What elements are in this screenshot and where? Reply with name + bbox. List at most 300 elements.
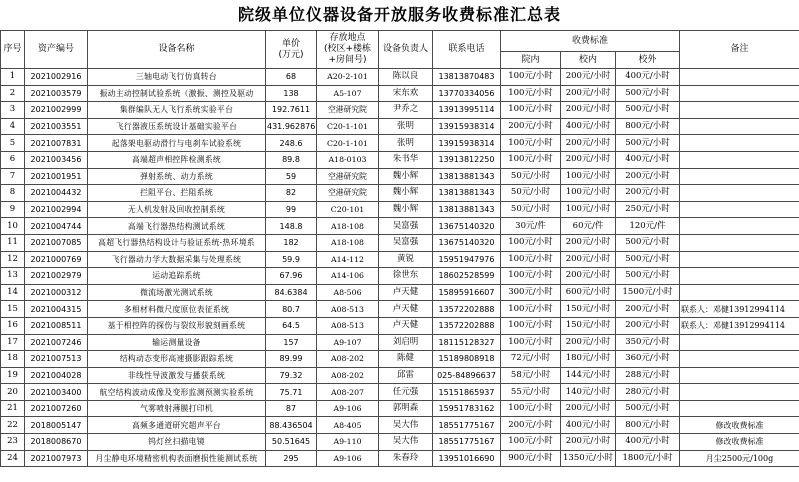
cell-fee-internal: 100元/小时 [501, 268, 561, 285]
cell-price: 148.8 [266, 218, 317, 235]
cell-asset-no: 2021002916 [25, 69, 88, 86]
cell-seq: 19 [1, 367, 25, 384]
cell-fee-external: 200元/小时 [616, 317, 680, 334]
cell-fee-external: 200元/小时 [616, 168, 680, 185]
cell-fee-external: 200元/小时 [616, 301, 680, 318]
cell-seq: 23 [1, 434, 25, 451]
cell-remark [680, 102, 799, 119]
cell-equipment-name: 微流场激光测试系统 [88, 284, 266, 301]
table-row [1, 450, 799, 467]
cell-asset-no: 2021003456 [25, 151, 88, 168]
cell-fee-school: 100元/小时 [561, 168, 616, 185]
table-row [1, 367, 799, 384]
cell-remark: 联系人：邓健13912994114 [680, 317, 799, 334]
cell-seq: 6 [1, 151, 25, 168]
cell-equipment-name: 高端超声相控阵检测系统 [88, 151, 266, 168]
cell-asset-no: 2021000769 [25, 251, 88, 268]
table-row [1, 102, 799, 119]
cell-price: 89.99 [266, 351, 317, 368]
cell-fee-external: 500元/小时 [616, 251, 680, 268]
cell-asset-no: 2021003579 [25, 85, 88, 102]
cell-location: A9-106 [317, 400, 379, 417]
cell-fee-internal: 50元/小时 [501, 185, 561, 202]
cell-remark [680, 251, 799, 268]
cell-price: 431.962876 [266, 118, 317, 135]
cell-price: 80.7 [266, 301, 317, 318]
cell-location: A08-202 [317, 367, 379, 384]
cell-equipment-name: 基于相控阵的探伤与裂纹形貌刻画系统 [88, 317, 266, 334]
cell-asset-no: 2021003400 [25, 384, 88, 401]
cell-remark [680, 218, 799, 235]
cell-asset-no: 2021007260 [25, 400, 88, 417]
cell-remark [680, 201, 799, 218]
table-row [1, 301, 799, 318]
cell-owner: 陈以良 [379, 69, 433, 86]
table-row [1, 334, 799, 351]
cell-equipment-name: 钨灯丝扫描电镜 [88, 434, 266, 451]
cell-phone: 13572202888 [433, 317, 501, 334]
table-row [1, 201, 799, 218]
cell-fee-school: 200元/小时 [561, 135, 616, 152]
cell-price: 192.7611 [266, 102, 317, 119]
cell-fee-internal: 100元/小时 [501, 251, 561, 268]
cell-equipment-name: 振动主动控制试验系统（激振、测控及驱动 [88, 85, 266, 102]
cell-price: 59 [266, 168, 317, 185]
cell-seq: 22 [1, 417, 25, 434]
cell-asset-no: 2021002999 [25, 102, 88, 119]
cell-fee-school: 140元/小时 [561, 384, 616, 401]
cell-fee-external: 400元/小时 [616, 151, 680, 168]
cell-seq: 17 [1, 334, 25, 351]
cell-fee-school: 200元/小时 [561, 234, 616, 251]
cell-price: 138 [266, 85, 317, 102]
cell-location: A8-506 [317, 284, 379, 301]
cell-location: A08-513 [317, 317, 379, 334]
cell-remark [680, 351, 799, 368]
cell-owner: 张明 [379, 118, 433, 135]
cell-price: 64.5 [266, 317, 317, 334]
table-row [1, 185, 799, 202]
cell-location: A9-107 [317, 334, 379, 351]
cell-location: A18-108 [317, 218, 379, 235]
cell-equipment-name: 高超飞行器热结构设计与验证系统-热环境系 [88, 234, 266, 251]
cell-fee-internal: 200元/小时 [501, 118, 561, 135]
cell-asset-no: 2021004028 [25, 367, 88, 384]
cell-phone: 13813881343 [433, 185, 501, 202]
cell-fee-school: 200元/小时 [561, 434, 616, 451]
cell-owner: 卢天健 [379, 284, 433, 301]
cell-asset-no: 2021004315 [25, 301, 88, 318]
cell-fee-school: 60元/件 [561, 218, 616, 235]
cell-equipment-name: 弹射系统、动力系统 [88, 168, 266, 185]
cell-phone: 13813881343 [433, 201, 501, 218]
cell-fee-external: 360元/小时 [616, 351, 680, 368]
cell-fee-external: 1800元/小时 [616, 450, 680, 467]
cell-fee-school: 200元/小时 [561, 151, 616, 168]
cell-price: 84.6384 [266, 284, 317, 301]
cell-fee-external: 400元/小时 [616, 434, 680, 451]
cell-location: A08-513 [317, 301, 379, 318]
cell-remark [680, 135, 799, 152]
cell-price: 88.436504 [266, 417, 317, 434]
cell-location: A5-107 [317, 85, 379, 102]
cell-fee-external: 400元/小时 [616, 69, 680, 86]
table-row [1, 69, 799, 86]
cell-remark: 修改收费标准 [680, 417, 799, 434]
header-price: 单价 (万元) [266, 31, 317, 69]
cell-price: 67.96 [266, 268, 317, 285]
cell-fee-internal: 100元/小时 [501, 400, 561, 417]
table-row [1, 351, 799, 368]
table-row [1, 151, 799, 168]
cell-remark: 月尘2500元/100g [680, 450, 799, 467]
cell-owner: 任元强 [379, 384, 433, 401]
cell-asset-no: 2021001951 [25, 168, 88, 185]
cell-equipment-name: 气雾喷射薄膜打印机 [88, 400, 266, 417]
cell-equipment-name: 航空结构波动成像及变形监测预测实验系统 [88, 384, 266, 401]
cell-fee-school: 200元/小时 [561, 400, 616, 417]
cell-owner: 陈健 [379, 351, 433, 368]
cell-fee-internal: 58元/小时 [501, 367, 561, 384]
cell-owner: 魏小辉 [379, 168, 433, 185]
cell-fee-internal: 50元/小时 [501, 201, 561, 218]
cell-phone: 15189808918 [433, 351, 501, 368]
cell-fee-school: 1350元/小时 [561, 450, 616, 467]
cell-phone: 15951783162 [433, 400, 501, 417]
cell-fee-internal: 100元/小时 [501, 234, 561, 251]
cell-fee-school: 100元/小时 [561, 185, 616, 202]
cell-fee-internal: 55元/小时 [501, 384, 561, 401]
cell-remark [680, 284, 799, 301]
cell-price: 50.51645 [266, 434, 317, 451]
cell-asset-no: 2021007513 [25, 351, 88, 368]
cell-phone: 13675140320 [433, 234, 501, 251]
cell-fee-external: 350元/小时 [616, 334, 680, 351]
cell-equipment-name: 非线性导波激发与播获系统 [88, 367, 266, 384]
cell-asset-no: 2018008670 [25, 434, 88, 451]
table-row [1, 384, 799, 401]
cell-fee-external: 280元/小时 [616, 384, 680, 401]
cell-fee-internal: 100元/小时 [501, 135, 561, 152]
cell-equipment-name: 起落架电驱动滑行与电刹车试验系统 [88, 135, 266, 152]
cell-location: A9-110 [317, 434, 379, 451]
cell-location: 空港研究院 [317, 185, 379, 202]
cell-fee-school: 400元/小时 [561, 417, 616, 434]
cell-fee-internal: 72元/小时 [501, 351, 561, 368]
cell-equipment-name: 输运测量设备 [88, 334, 266, 351]
table-row [1, 85, 799, 102]
cell-remark [680, 185, 799, 202]
cell-asset-no: 2021007831 [25, 135, 88, 152]
cell-location: 空港研究院 [317, 102, 379, 119]
cell-phone: 13813881343 [433, 168, 501, 185]
table-row [1, 218, 799, 235]
cell-asset-no: 2021007246 [25, 334, 88, 351]
cell-phone: 025-84896637 [433, 367, 501, 384]
cell-fee-internal: 100元/小时 [501, 69, 561, 86]
table-row [1, 400, 799, 417]
cell-remark [680, 69, 799, 86]
cell-fee-internal: 300元/小时 [501, 284, 561, 301]
cell-price: 248.6 [266, 135, 317, 152]
header-name: 设备名称 [88, 31, 266, 69]
cell-phone: 18551775167 [433, 417, 501, 434]
cell-seq: 3 [1, 102, 25, 119]
cell-location: A08-202 [317, 351, 379, 368]
cell-owner: 张明 [379, 135, 433, 152]
cell-seq: 10 [1, 218, 25, 235]
cell-fee-external: 1500元/小时 [616, 284, 680, 301]
cell-price: 82 [266, 185, 317, 202]
cell-owner: 魏小辉 [379, 185, 433, 202]
cell-fee-internal: 100元/小时 [501, 151, 561, 168]
cell-asset-no: 2021000312 [25, 284, 88, 301]
cell-remark [680, 268, 799, 285]
cell-price: 295 [266, 450, 317, 467]
cell-owner: 徐世东 [379, 268, 433, 285]
table-row [1, 234, 799, 251]
header-fee: 收费标准 [501, 31, 680, 52]
cell-asset-no: 2018005147 [25, 417, 88, 434]
cell-owner: 卢天健 [379, 301, 433, 318]
cell-location: C20-1-101 [317, 135, 379, 152]
header-fee-internal: 院内 [501, 52, 561, 69]
cell-remark [680, 234, 799, 251]
cell-phone: 18602528599 [433, 268, 501, 285]
cell-price: 59.9 [266, 251, 317, 268]
cell-seq: 12 [1, 251, 25, 268]
cell-remark [680, 168, 799, 185]
table-row [1, 284, 799, 301]
cell-fee-school: 150元/小时 [561, 301, 616, 318]
header-remark: 备注 [680, 31, 799, 69]
cell-seq: 14 [1, 284, 25, 301]
cell-phone: 13675140320 [433, 218, 501, 235]
cell-phone: 13770334056 [433, 85, 501, 102]
cell-location: A20-2-101 [317, 69, 379, 86]
cell-fee-school: 200元/小时 [561, 102, 616, 119]
cell-remark [680, 334, 799, 351]
cell-fee-external: 500元/小时 [616, 400, 680, 417]
cell-seq: 9 [1, 201, 25, 218]
cell-phone: 13913812250 [433, 151, 501, 168]
cell-price: 182 [266, 234, 317, 251]
cell-asset-no: 2021007085 [25, 234, 88, 251]
cell-fee-school: 600元/小时 [561, 284, 616, 301]
cell-remark: 修改收费标准 [680, 434, 799, 451]
cell-fee-school: 200元/小时 [561, 69, 616, 86]
cell-owner: 郭明森 [379, 400, 433, 417]
cell-fee-internal: 100元/小时 [501, 301, 561, 318]
cell-location: A9-106 [317, 450, 379, 467]
cell-fee-external: 500元/小时 [616, 234, 680, 251]
cell-fee-school: 144元/小时 [561, 367, 616, 384]
cell-owner: 宋东欢 [379, 85, 433, 102]
cell-seq: 4 [1, 118, 25, 135]
cell-fee-internal: 100元/小时 [501, 102, 561, 119]
cell-asset-no: 2021007973 [25, 450, 88, 467]
cell-seq: 18 [1, 351, 25, 368]
cell-location: C20-1-101 [317, 118, 379, 135]
cell-fee-school: 180元/小时 [561, 351, 616, 368]
fee-table [0, 30, 799, 467]
cell-owner: 吴富强 [379, 218, 433, 235]
header-fee-school: 校内 [561, 52, 616, 69]
cell-equipment-name: 拦阻平台、拦阻系统 [88, 185, 266, 202]
table-row [1, 317, 799, 334]
cell-fee-external: 288元/小时 [616, 367, 680, 384]
cell-phone: 13572202888 [433, 301, 501, 318]
cell-location: A18-108 [317, 234, 379, 251]
cell-owner: 刘启明 [379, 334, 433, 351]
cell-owner: 吴富强 [379, 234, 433, 251]
cell-phone: 13915938314 [433, 118, 501, 135]
cell-fee-external: 120元/件 [616, 218, 680, 235]
cell-owner: 尹乔之 [379, 102, 433, 119]
cell-asset-no: 2021004432 [25, 185, 88, 202]
cell-fee-external: 800元/小时 [616, 118, 680, 135]
cell-seq: 11 [1, 234, 25, 251]
cell-fee-external: 200元/小时 [616, 185, 680, 202]
cell-phone: 15951947976 [433, 251, 501, 268]
cell-phone: 18115128327 [433, 334, 501, 351]
cell-asset-no: 2021004744 [25, 218, 88, 235]
cell-seq: 1 [1, 69, 25, 86]
cell-equipment-name: 飞行器动力学大数据采集与处理系统 [88, 251, 266, 268]
cell-location: A14-106 [317, 268, 379, 285]
header-owner: 设备负责人 [379, 31, 433, 69]
cell-seq: 2 [1, 85, 25, 102]
cell-equipment-name: 飞行器液压系统设计基础实验平台 [88, 118, 266, 135]
header-phone: 联系电话 [433, 31, 501, 69]
table-row [1, 434, 799, 451]
cell-phone: 13915938314 [433, 135, 501, 152]
cell-seq: 15 [1, 301, 25, 318]
cell-fee-school: 200元/小时 [561, 268, 616, 285]
cell-remark [680, 367, 799, 384]
cell-equipment-name: 集群编队无人飞行系统实验平台 [88, 102, 266, 119]
cell-equipment-name: 高频多通道研究超声平台 [88, 417, 266, 434]
cell-price: 75.71 [266, 384, 317, 401]
cell-location: A8-405 [317, 417, 379, 434]
cell-fee-external: 500元/小时 [616, 268, 680, 285]
cell-fee-internal: 900元/小时 [501, 450, 561, 467]
cell-seq: 24 [1, 450, 25, 467]
cell-fee-internal: 100元/小时 [501, 434, 561, 451]
cell-price: 68 [266, 69, 317, 86]
cell-price: 157 [266, 334, 317, 351]
cell-owner: 邱雷 [379, 367, 433, 384]
cell-equipment-name: 月尘静电环境精密机构表面磨损性能测试系统 [88, 450, 266, 467]
table-row [1, 135, 799, 152]
cell-fee-internal: 100元/小时 [501, 334, 561, 351]
cell-remark [680, 85, 799, 102]
cell-fee-school: 200元/小时 [561, 334, 616, 351]
cell-seq: 13 [1, 268, 25, 285]
cell-owner: 朱春玲 [379, 450, 433, 467]
cell-fee-school: 400元/小时 [561, 118, 616, 135]
cell-fee-external: 250元/小时 [616, 201, 680, 218]
cell-price: 79.32 [266, 367, 317, 384]
cell-remark [680, 400, 799, 417]
cell-fee-school: 150元/小时 [561, 317, 616, 334]
cell-fee-internal: 100元/小时 [501, 317, 561, 334]
cell-equipment-name: 运动追踪系统 [88, 268, 266, 285]
cell-remark [680, 118, 799, 135]
header-asset-no: 资产编号 [25, 31, 88, 69]
cell-fee-internal: 50元/小时 [501, 168, 561, 185]
cell-remark [680, 151, 799, 168]
cell-price: 89.8 [266, 151, 317, 168]
cell-fee-external: 500元/小时 [616, 102, 680, 119]
cell-fee-school: 200元/小时 [561, 85, 616, 102]
table-row [1, 118, 799, 135]
cell-owner: 魏小辉 [379, 201, 433, 218]
cell-phone: 15895916607 [433, 284, 501, 301]
cell-equipment-name: 无人机发射及回收控制系统 [88, 201, 266, 218]
cell-owner: 吴大伟 [379, 434, 433, 451]
cell-equipment-name: 三轴电动飞行仿真转台 [88, 69, 266, 86]
cell-fee-external: 800元/小时 [616, 417, 680, 434]
sheet-title: 院级单位仪器设备开放服务收费标准汇总表 [237, 5, 561, 24]
cell-location: C20-101 [317, 201, 379, 218]
cell-remark [680, 384, 799, 401]
cell-asset-no: 2021003551 [25, 118, 88, 135]
cell-asset-no: 2021008511 [25, 317, 88, 334]
header-seq: 序号 [1, 31, 25, 69]
cell-phone: 13813870483 [433, 69, 501, 86]
header-location: 存放地点 (校区+楼栋+房间号) [317, 31, 379, 69]
cell-fee-internal: 100元/小时 [501, 85, 561, 102]
table-row [1, 417, 799, 434]
cell-seq: 20 [1, 384, 25, 401]
cell-phone: 15151865937 [433, 384, 501, 401]
cell-seq: 5 [1, 135, 25, 152]
cell-owner: 卢天健 [379, 317, 433, 334]
cell-asset-no: 2021002979 [25, 268, 88, 285]
cell-remark: 联系人：邓健13912994114 [680, 301, 799, 318]
cell-fee-school: 200元/小时 [561, 251, 616, 268]
cell-location: A14-112 [317, 251, 379, 268]
cell-equipment-name: 结构动态变形高速摄影跟踪系统 [88, 351, 266, 368]
cell-price: 87 [266, 400, 317, 417]
cell-fee-external: 500元/小时 [616, 135, 680, 152]
cell-asset-no: 2021002994 [25, 201, 88, 218]
cell-owner: 黄锐 [379, 251, 433, 268]
cell-location: A08-207 [317, 384, 379, 401]
cell-seq: 7 [1, 168, 25, 185]
cell-seq: 16 [1, 317, 25, 334]
cell-phone: 13951016690 [433, 450, 501, 467]
cell-location: 空港研究院 [317, 168, 379, 185]
cell-fee-external: 500元/小时 [616, 85, 680, 102]
cell-equipment-name: 高端飞行器热结构测试系统 [88, 218, 266, 235]
cell-seq: 8 [1, 185, 25, 202]
table-row [1, 268, 799, 285]
cell-owner: 吴大伟 [379, 417, 433, 434]
cell-price: 99 [266, 201, 317, 218]
cell-fee-internal: 30元/件 [501, 218, 561, 235]
cell-owner: 朱书华 [379, 151, 433, 168]
cell-fee-school: 100元/小时 [561, 201, 616, 218]
cell-fee-internal: 200元/小时 [501, 417, 561, 434]
table-row [1, 251, 799, 268]
header-fee-external: 校外 [616, 52, 680, 69]
cell-equipment-name: 多相材料微尺度原位表征系统 [88, 301, 266, 318]
cell-phone: 13913995114 [433, 102, 501, 119]
cell-seq: 21 [1, 400, 25, 417]
cell-location: A18-0103 [317, 151, 379, 168]
